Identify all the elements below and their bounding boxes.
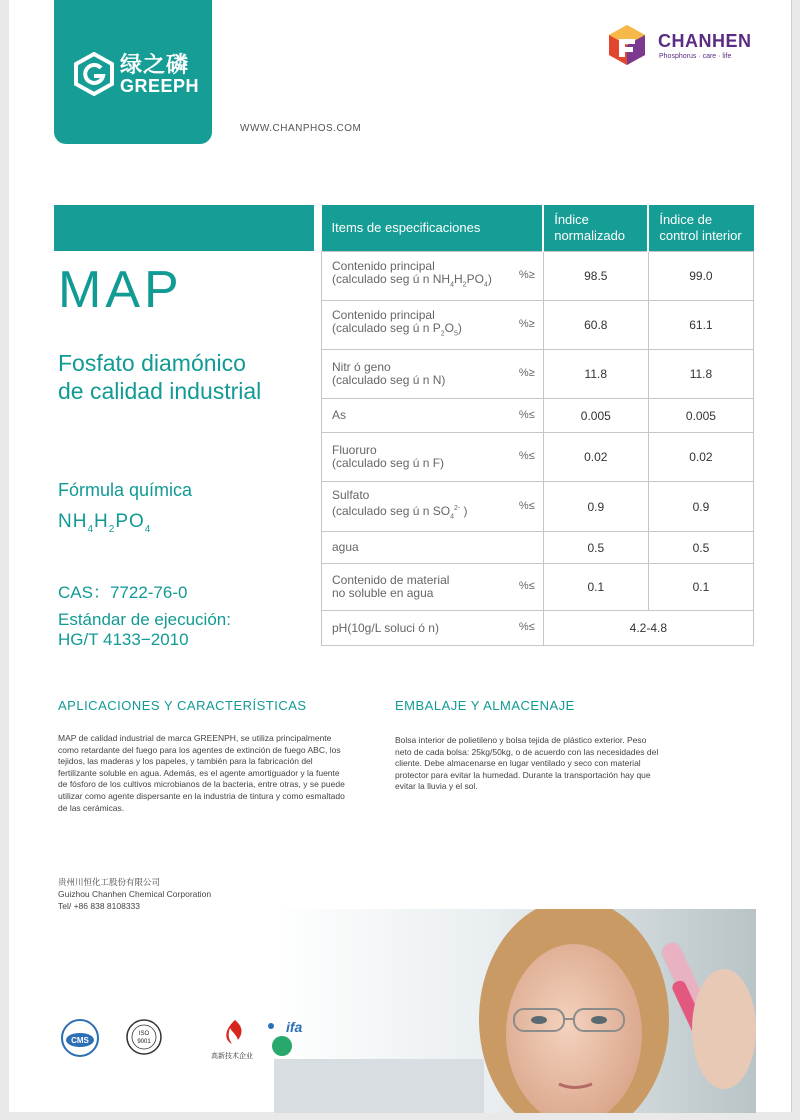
company-tel: Tel/ +86 838 8108333 (58, 901, 141, 911)
cms-certification-icon (60, 1018, 100, 1058)
iso-number: 9001 (137, 1039, 151, 1045)
formula-sub: 2 (108, 523, 116, 535)
ifa-icon (262, 1016, 306, 1062)
spec-unit: %≤ (518, 621, 535, 633)
company-info (58, 876, 211, 912)
spec-value-normal: 0.5 (543, 532, 648, 564)
spec-value-control: 99.0 (648, 252, 753, 301)
brand-cn: 绿之磷 (120, 53, 190, 78)
spec-item-line1: As (332, 408, 347, 422)
lab-scene-image (274, 909, 756, 1113)
spec-row (322, 564, 754, 611)
iso-9001-icon (125, 1018, 163, 1058)
formula-part: H (94, 511, 109, 532)
spec-value-normal: 0.1 (543, 564, 648, 611)
spec-value-normal: 0.005 (543, 399, 648, 433)
spec-value-merged: 4.2-4.8 (543, 611, 753, 646)
spec-unit: %≥ (518, 269, 535, 281)
spec-item-line2: no soluble en agua (332, 586, 434, 600)
spec-unit: %≤ (518, 408, 535, 421)
left-header-bar (54, 205, 314, 251)
spec-row (322, 532, 754, 564)
col-header-items: Items de especificaciones (322, 205, 544, 252)
spec-item (322, 482, 544, 532)
spec-value-normal: 60.8 (543, 301, 648, 350)
spec-item (322, 611, 544, 646)
spec-unit: %≥ (518, 367, 535, 379)
spec-row (322, 301, 754, 350)
product-name: MAP (58, 261, 183, 319)
chanhen-name: CHANHEN (658, 31, 752, 51)
spec-item (322, 399, 544, 433)
col-header-normal: Índice normalizado (543, 205, 648, 252)
subtitle-line-1: Fosfato diamónico (58, 350, 246, 376)
spec-item (322, 301, 544, 350)
high-tech-enterprise-icon (222, 1018, 248, 1046)
spec-table (321, 205, 754, 646)
formula-label: Fórmula química (58, 480, 193, 500)
spec-value-control: 0.02 (648, 433, 753, 482)
iso-label: ISO (138, 1031, 150, 1037)
spec-item-line1: Contenido principal (332, 308, 435, 323)
spec-value-normal: 0.9 (543, 482, 648, 532)
spec-unit: %≤ (518, 450, 535, 462)
standard-label: Estándar de ejecución: (58, 610, 231, 629)
execution-standard (58, 610, 231, 650)
spec-table-body (322, 252, 754, 646)
spec-item-line1: Sulfato (332, 488, 370, 503)
spec-value-control: 61.1 (648, 301, 753, 350)
applications-text: MAP de calidad industrial de marca GREENPH, se utiliza principalmente como retardante del fuego para los agentes de extinción de fuego ABC, los tejidos, las maderas y los papeles, y también para la fabricación del fertilizante soluble en agua. Además, es el agente amortiguador y la fuente de fósforo de los cultivos microbianos de la bacteria, entre otras, y se puede utilizar como agente dispersante en la industria de tintura y como esmaltado de las cerámicas. (58, 733, 345, 813)
website-link[interactable]: WWW.CHANPHOS.COM (240, 123, 362, 134)
spec-item-line2: (calculado seg ú n $P_2O_5$) (332, 321, 462, 338)
product-subtitle (58, 349, 318, 405)
spec-value-control: 11.8 (648, 350, 753, 399)
spec-row (322, 399, 754, 433)
spec-item (322, 564, 544, 611)
spec-item-line1: Nitr ó geno (332, 360, 391, 374)
spec-item (322, 532, 544, 564)
iso-certification (125, 1018, 163, 1063)
spec-item-line1: Contenido principal (332, 259, 435, 274)
applications-title: APLICACIONES Y CARACTERÍSTICAS (58, 698, 307, 713)
spec-unit: %≤ (518, 580, 535, 592)
spec-item-line1: agua (332, 540, 359, 554)
spec-unit: %≤ (518, 499, 535, 512)
subtitle-line-2: de calidad industrial (58, 378, 262, 404)
formula-sub: 4 (144, 523, 152, 535)
ifa-label: ifa (286, 1019, 303, 1035)
cms-certification (60, 1018, 100, 1063)
chanhen-logo-icon (606, 24, 648, 66)
formula-part: PO (115, 511, 145, 532)
spec-value-control: 0.1 (648, 564, 753, 611)
formula-sub: 4 (87, 523, 95, 535)
spec-item-line1: Fluoruro (332, 443, 377, 457)
company-name-en: Guizhou Chanhen Chemical Corporation (58, 889, 212, 899)
spec-row (322, 350, 754, 399)
company-name-cn: 贵州川恒化工股份有限公司 (58, 877, 161, 887)
packaging-title: EMBALAJE Y ALMACENAJE (395, 698, 575, 713)
spec-value-control: 0.9 (648, 482, 753, 532)
greeph-g-icon (72, 52, 116, 96)
spec-item-line2: (calculado seg ú n F) (332, 456, 445, 470)
spec-value-normal: 11.8 (543, 350, 648, 399)
brand-en: GREEPH (120, 76, 200, 96)
spec-item-line1: Contenido de material (332, 573, 450, 587)
formula-part: NH (58, 511, 88, 532)
spec-row (322, 252, 754, 301)
spec-item-line2: (calculado seg ú n N) (332, 373, 446, 387)
spec-item-line2: (calculado seg ú n $SO_4^{2-}$ ) (332, 504, 468, 521)
chemical-formula (58, 511, 151, 535)
spec-item (322, 252, 544, 301)
col-header-control: Índice de control interior (648, 205, 753, 252)
spec-item-line1: pH(10g/L soluci ó n) (332, 620, 439, 635)
spec-value-control: 0.5 (648, 532, 753, 564)
spec-row (322, 611, 754, 646)
cas-number: CAS：7722-76-0 (58, 583, 188, 602)
ifa-certification (262, 1016, 306, 1067)
packaging-text: Bolsa interior de polietileno y bolsa tejida de plástico exterior. Peso neto de cada bolsa: 25kg/50kg, o de acuerdo con las necesidades del cliente. Debe almacenarse en lugar ventilado y seco con material protector para evitar la humedad. Durante la transportación hay que evitar la lluvia y el sol. (395, 735, 659, 792)
spec-item-line2: (calculado seg ú n $NH_4H_2PO_4$) (332, 272, 492, 289)
high-tech-certification (211, 1018, 255, 1061)
standard-value: HG/T 4133−2010 (58, 630, 189, 649)
spec-unit: %≥ (518, 318, 535, 330)
spec-row (322, 482, 754, 532)
spec-row (322, 433, 754, 482)
lab-photo (274, 909, 756, 1113)
high-tech-label: 高新技术企业 (211, 1052, 253, 1060)
greeph-logo (54, 0, 212, 144)
spec-value-normal: 98.5 (543, 252, 648, 301)
spec-item (322, 433, 544, 482)
spec-value-control: 0.005 (648, 399, 753, 433)
cms-label: CMS (71, 1036, 89, 1045)
chanhen-tagline: Phosphorus · care · life (659, 53, 732, 60)
spec-table-header (322, 205, 754, 252)
spec-item (322, 350, 544, 399)
spec-value-normal: 0.02 (543, 433, 648, 482)
